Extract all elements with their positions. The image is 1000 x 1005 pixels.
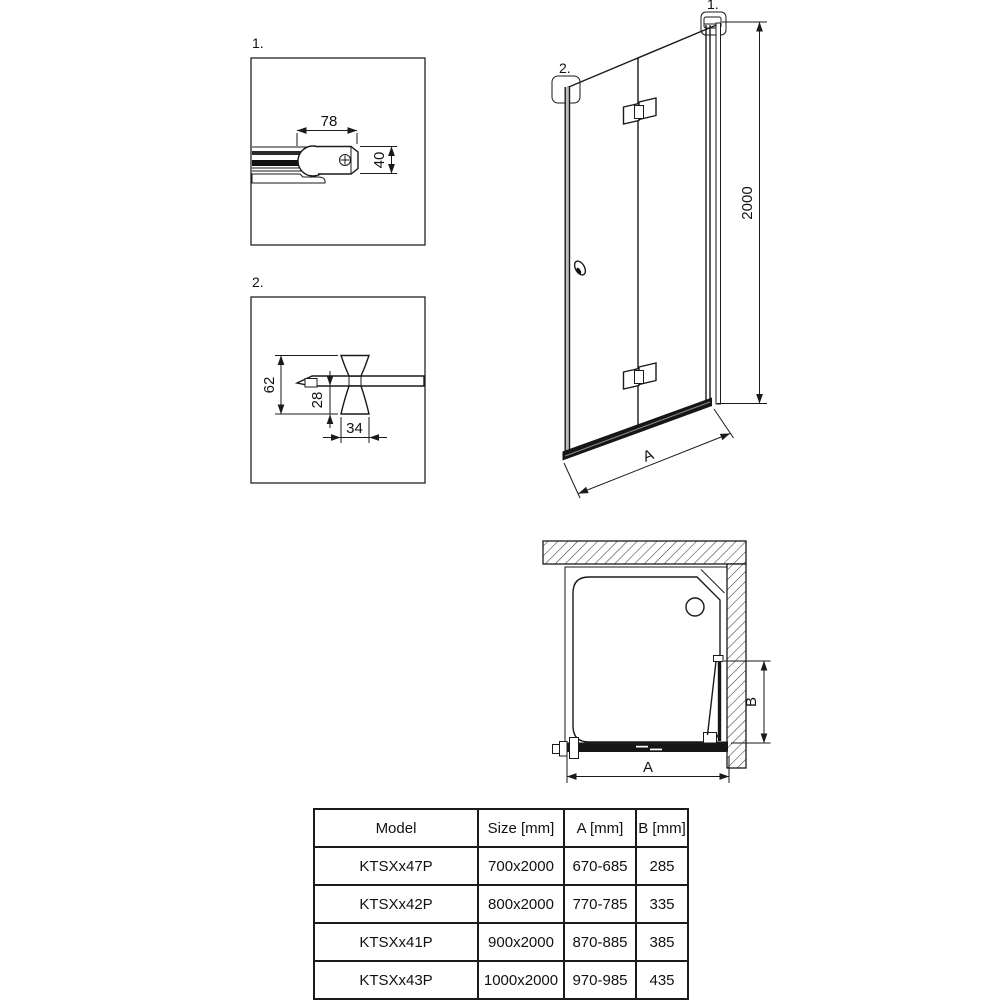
- fold-hinge-lower: [624, 363, 657, 389]
- threshold-bar: [563, 398, 713, 461]
- hinge-arm: [318, 147, 358, 175]
- detail-1-height-dimension: [360, 147, 397, 174]
- dim-label-plan-A: A: [642, 759, 654, 776]
- front-height-dimension: [717, 22, 767, 404]
- cell-a: 970-985: [564, 961, 636, 999]
- wall-right: [727, 564, 746, 768]
- detail-1-width-dimension: [297, 113, 357, 146]
- col-header-a: A [mm]: [564, 809, 636, 847]
- col-header-b: B [mm]: [636, 809, 688, 847]
- col-header-size: Size [mm]: [478, 809, 564, 847]
- table-row: [314, 885, 688, 923]
- cell-b: 335: [636, 885, 688, 923]
- cell-model: KTSXx47P: [314, 847, 478, 885]
- cell-b: 385: [636, 923, 688, 961]
- dim-label-34: 34: [346, 420, 363, 437]
- door-left-edge: [565, 87, 569, 457]
- detail-2-knob-view: [251, 274, 425, 483]
- door-knob: [572, 259, 587, 276]
- tray-inner: [573, 577, 720, 742]
- wall-profile-right: [706, 23, 721, 404]
- col-header-model: Model: [314, 809, 478, 847]
- drain-icon: [686, 598, 704, 616]
- plan-folded-panels: [708, 656, 724, 742]
- wall-top: [543, 541, 746, 564]
- fold-hinge-upper: [624, 98, 657, 124]
- dim-label-40: 40: [371, 151, 388, 169]
- cell-size: 900x2000: [478, 923, 564, 961]
- table-row: [314, 847, 688, 885]
- dim-label-2000: 2000: [739, 186, 756, 220]
- detail-1-hinge-view: [251, 35, 425, 245]
- plan-width-dimension: [567, 756, 729, 783]
- cell-a: 670-685: [564, 847, 636, 885]
- cell-model: KTSXx42P: [314, 885, 478, 923]
- cell-model: KTSXx41P: [314, 923, 478, 961]
- tray-outer: [565, 567, 727, 744]
- cell-size: 700x2000: [478, 847, 564, 885]
- detail-2-label: 2.: [252, 274, 264, 290]
- cell-a: 770-785: [564, 885, 636, 923]
- cell-b: 285: [636, 847, 688, 885]
- detail-1-label: 1.: [252, 35, 264, 51]
- table-header-row: [314, 809, 688, 847]
- plan-door-assembly: [553, 733, 729, 759]
- dim-label-front-A: A: [640, 446, 657, 466]
- dim-label-28: 28: [309, 391, 326, 409]
- cell-size: 1000x2000: [478, 961, 564, 999]
- dim-label-B: B: [743, 696, 760, 708]
- plan-view: [543, 541, 771, 783]
- dim-label-78: 78: [320, 113, 338, 130]
- detail-2-width-dimension: [323, 417, 387, 443]
- door-top-edge: [568, 25, 717, 88]
- table-row: [314, 923, 688, 961]
- spec-table: [313, 808, 689, 1000]
- front-callout-2-label: 2.: [559, 60, 571, 76]
- cell-model: KTSXx43P: [314, 961, 478, 999]
- cell-b: 435: [636, 961, 688, 999]
- front-callout-1-label: 1.: [707, 0, 719, 12]
- front-elevation-view: [552, 0, 767, 498]
- cell-a: 870-885: [564, 923, 636, 961]
- dim-label-62: 62: [261, 376, 278, 394]
- table-row: [314, 961, 688, 999]
- cell-size: 800x2000: [478, 885, 564, 923]
